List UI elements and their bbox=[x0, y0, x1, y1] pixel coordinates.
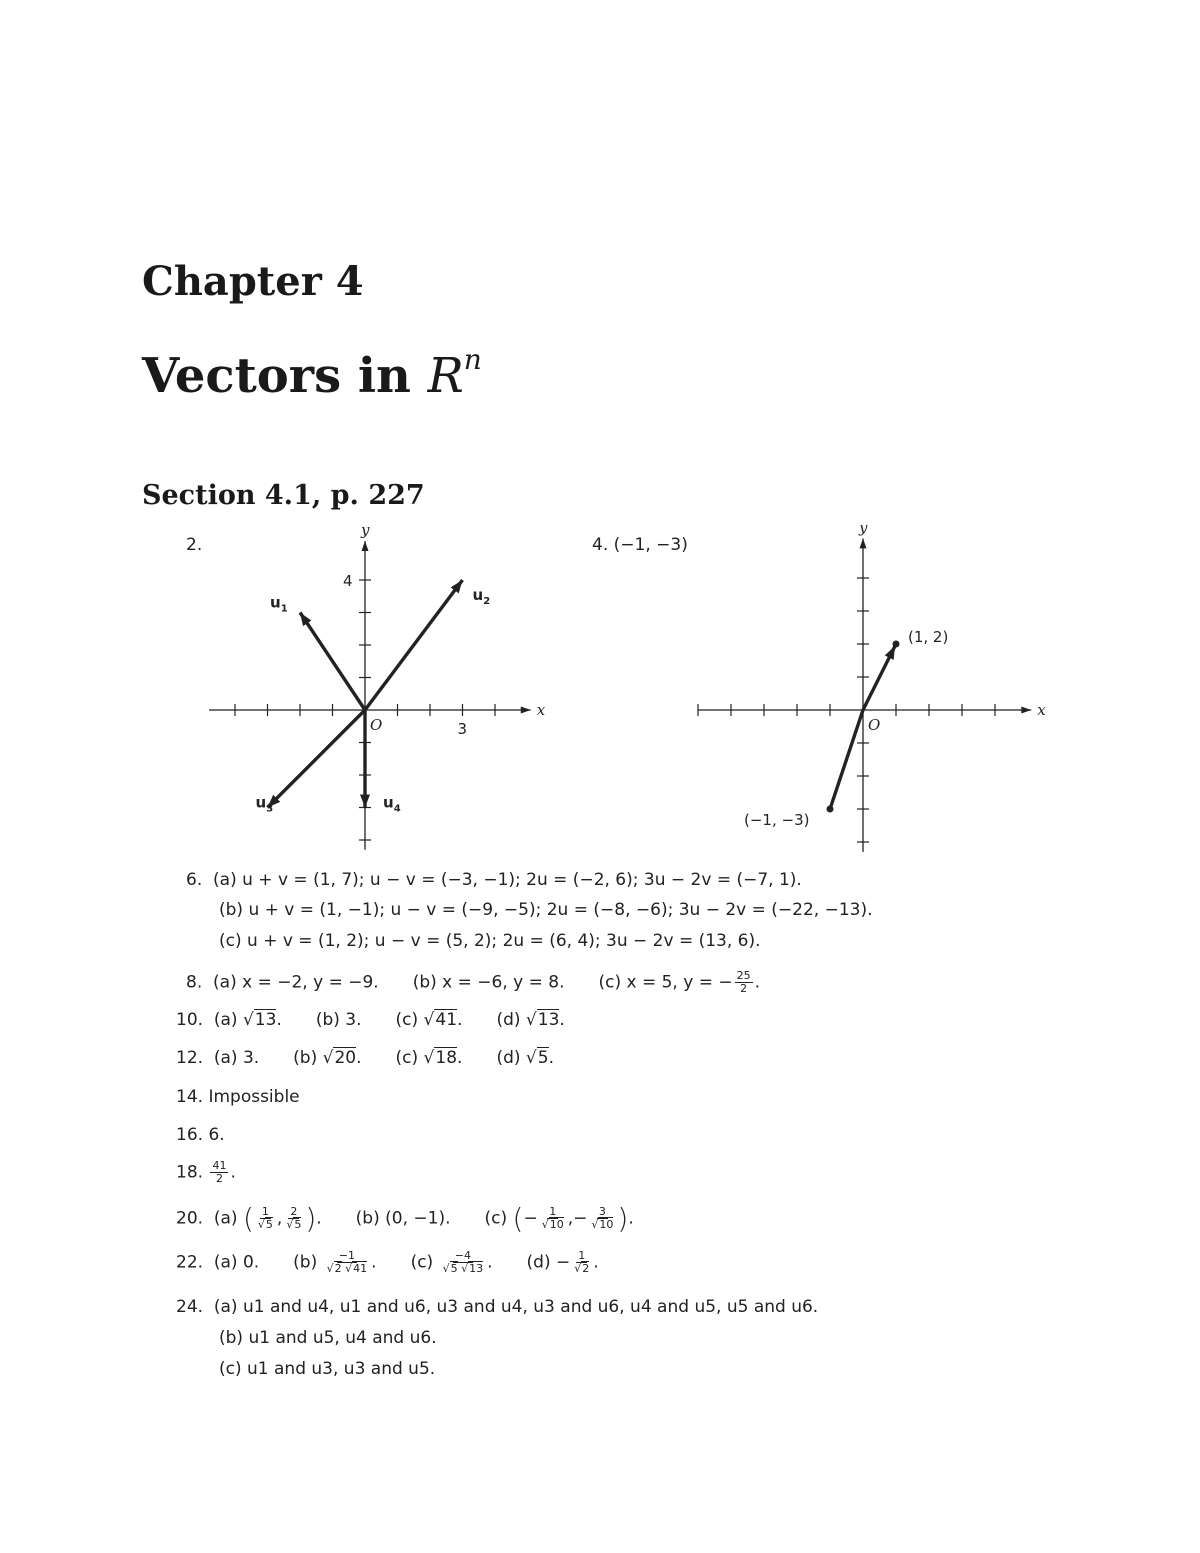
vector-to-1-2-head bbox=[885, 646, 895, 660]
answer-6b: (b) u + v = (1, −1); u − v = (−9, −5); 2u = (−8, −6); 3u − 2v = (−22, −13). bbox=[219, 900, 873, 920]
title-sup: n bbox=[463, 343, 482, 376]
answer-12b-radicand: 20 bbox=[334, 1048, 357, 1068]
figure-2-graph bbox=[209, 525, 546, 850]
fraction-18-den: 2 bbox=[215, 1172, 223, 1185]
fig4-x-arrow bbox=[1021, 707, 1031, 714]
fraction-22b-den2: 41 bbox=[353, 1262, 368, 1275]
problem-14 bbox=[176, 1087, 300, 1107]
problem-12: 12. (a) 3. (b) √20. (c) √18. (d) √5. bbox=[176, 1048, 554, 1068]
fig2-y-label: y bbox=[361, 525, 370, 539]
answer-24a: (a) u1 and u4, u1 and u6, u3 and u4, u3 and u6, u4 and u5, u5 and u6. bbox=[213, 1297, 819, 1317]
answer-10d-label: (d) bbox=[496, 1010, 521, 1030]
fraction-8c-den: 2 bbox=[740, 982, 748, 995]
fraction-20a-2: $\frac{2}{√5}$ bbox=[286, 1205, 302, 1231]
problem-number-16: 16. bbox=[176, 1125, 204, 1145]
fig4-x-label: x bbox=[1037, 701, 1046, 719]
figure-4-graph bbox=[698, 525, 1046, 852]
problem-number-22: 22. bbox=[176, 1252, 204, 1273]
point-m1-m3 bbox=[827, 806, 834, 813]
answer-10c-radicand: 41 bbox=[435, 1010, 458, 1030]
fraction-20c-1-den: 10 bbox=[549, 1218, 564, 1231]
problem-number-10: 10. bbox=[176, 1010, 204, 1030]
answer-8c: (c) x = 5, y = − bbox=[598, 972, 733, 993]
problem-18: 18. $\frac{41}{2}$ . bbox=[176, 1159, 236, 1185]
answer-8b: (b) x = −6, y = 8. bbox=[412, 972, 565, 993]
problem-6 bbox=[186, 870, 802, 890]
problem-24 bbox=[176, 1297, 818, 1317]
fraction-20a-2-num: 2 bbox=[290, 1205, 298, 1218]
answer-24b: (b) u1 and u5, u4 and u6. bbox=[219, 1328, 437, 1348]
answer-10a-radicand: 13 bbox=[254, 1010, 277, 1030]
answer-12c-radicand: 18 bbox=[435, 1048, 458, 1068]
answer-14: Impossible bbox=[208, 1087, 300, 1107]
vector-label-u1: $u_1$ bbox=[270, 593, 288, 615]
answer-22a: (a) 0. bbox=[213, 1252, 260, 1273]
fig4-y-arrow bbox=[860, 538, 867, 548]
vector-label-sub-u3: 3 bbox=[266, 803, 274, 815]
answer-12d-radicand: 5 bbox=[537, 1048, 549, 1068]
problem-number-4 bbox=[592, 535, 688, 555]
problem-8: 8. (a) x = −2, y = −9. (b) x = −6, y = 8. (c) x = 5, y = − $\frac{25}{2}$ . bbox=[186, 969, 760, 995]
fig2-x-label: x bbox=[536, 701, 546, 719]
fraction-8c-num: 25 bbox=[736, 969, 751, 982]
fraction-20a-1: $\frac{1}{√5}$ bbox=[257, 1205, 273, 1231]
vector-label-sub-u2: 2 bbox=[483, 596, 491, 607]
fraction-22d-num: 1 bbox=[578, 1249, 586, 1262]
fraction-20c-1-num: 1 bbox=[549, 1205, 557, 1218]
problem-4-answer: (−1, −3) bbox=[613, 535, 688, 555]
problem-number-14: 14. bbox=[176, 1087, 204, 1107]
problem-number-20: 20. bbox=[176, 1208, 204, 1229]
fraction-20a-1-num: 1 bbox=[261, 1205, 269, 1218]
fig2-y-arrow bbox=[362, 541, 369, 551]
answer-10b: (b) 3. bbox=[315, 1010, 362, 1030]
fraction-20a-2-den: 5 bbox=[294, 1218, 302, 1231]
figure-2-vectors bbox=[200, 525, 560, 855]
chapter-title bbox=[142, 343, 482, 404]
answer-20b: (b) (0, −1). bbox=[355, 1208, 451, 1229]
vector-u4-head bbox=[360, 795, 370, 808]
point-1-2 bbox=[893, 641, 900, 648]
answer-22b-label: (b) bbox=[293, 1252, 318, 1273]
vector-label-u3: $u_3$ bbox=[255, 793, 274, 815]
fraction-20c-2: $\frac{3}{√10}$ bbox=[591, 1205, 614, 1231]
problem-number-6: 6. bbox=[186, 870, 203, 890]
fraction-22c-den1: 5 bbox=[450, 1262, 458, 1275]
fraction-22b-num: −1 bbox=[338, 1249, 356, 1262]
answer-12a: (a) 3. bbox=[213, 1048, 260, 1068]
vector-u2-shaft bbox=[365, 580, 463, 710]
answer-16: 6. bbox=[208, 1125, 225, 1145]
fig4-origin-label: O bbox=[868, 716, 881, 734]
vector-u1-shaft bbox=[300, 613, 365, 711]
problem-number-8: 8. bbox=[186, 972, 203, 993]
answer-8a: (a) x = −2, y = −9. bbox=[213, 972, 379, 993]
fig2-origin-label: O bbox=[370, 716, 383, 734]
fraction-18-num: 41 bbox=[212, 1159, 227, 1172]
vector-label-sub-u4: 4 bbox=[393, 803, 401, 815]
answer-12c-label: (c) bbox=[395, 1048, 419, 1068]
fraction-22d-den: 2 bbox=[582, 1262, 590, 1275]
fraction-8c bbox=[735, 970, 753, 995]
answer-12b-label: (b) bbox=[293, 1048, 318, 1068]
fraction-22c-den2: 13 bbox=[469, 1262, 484, 1275]
answer-22c-label: (c) bbox=[410, 1252, 434, 1273]
problem-20: 20. (a) ( $\frac{1}{√5}$ , $\frac{2}{√5}$ ). (b) (0, −1). (c) (− $\frac{1}{√10}$ ,− $\frac{3}{√10}$ ). bbox=[176, 1202, 634, 1235]
fraction-20c-2-den: 10 bbox=[599, 1218, 614, 1231]
fig2-tick-label-x: 3 bbox=[457, 720, 468, 738]
title-prefix: Vectors in bbox=[142, 348, 428, 404]
answer-22d-label: (d) − bbox=[526, 1252, 571, 1273]
figure-4-vector bbox=[690, 525, 1050, 855]
fig2-x-arrow bbox=[521, 707, 531, 714]
vector-label-u4: $u_4$ bbox=[383, 793, 401, 815]
problem-number-24: 24. bbox=[176, 1297, 204, 1317]
fig2-tick-label-y: 4 bbox=[343, 572, 353, 590]
title-var: R bbox=[427, 348, 464, 404]
problem-22: 22. (a) 0. (b) $\frac{-1}{√2 √41}$ . (c) $\frac{-4}{√5 √13}$ . (d) − $\frac{1}{√2}$ . bbox=[176, 1249, 599, 1275]
answer-6c: (c) u + v = (1, 2); u − v = (5, 2); 2u = (6, 4); 3u − 2v = (13, 6). bbox=[219, 931, 761, 951]
fraction-22c-num: −4 bbox=[454, 1249, 471, 1262]
answer-20a-label: (a) bbox=[213, 1208, 238, 1229]
answer-10a-label: (a) bbox=[213, 1010, 238, 1030]
vector-u3-shaft bbox=[268, 710, 366, 808]
fig4-y-label: y bbox=[859, 525, 868, 537]
fraction-20c-2-num: 3 bbox=[598, 1205, 606, 1218]
point-label-m1-m3: (−1, −3) bbox=[744, 811, 810, 829]
problem-number-12: 12. bbox=[176, 1048, 204, 1068]
vector-label-sub-u1: 1 bbox=[280, 603, 288, 615]
fraction-20a-1-den: 5 bbox=[265, 1218, 273, 1231]
chapter-heading: Chapter 4 bbox=[142, 258, 364, 305]
answer-6a: (a) u + v = (1, 7); u − v = (−3, −1); 2u = (−2, 6); 3u − 2v = (−7, 1). bbox=[213, 870, 802, 890]
fraction-20c-1: $\frac{1}{√10}$ bbox=[541, 1205, 564, 1231]
problem-number-2: 2. bbox=[186, 535, 203, 555]
vector-label-u2: $u_2$ bbox=[472, 586, 491, 607]
fraction-22d: $\frac{1}{√2}$ bbox=[574, 1249, 590, 1275]
problem-number-18: 18. bbox=[176, 1162, 204, 1183]
point-label-1-2: (1, 2) bbox=[908, 628, 949, 646]
fraction-18 bbox=[210, 1160, 228, 1185]
vector-to-m1-m3 bbox=[830, 710, 863, 809]
fraction-22c: $\frac{-4}{√5 √13}$ bbox=[442, 1249, 484, 1275]
section-heading: Section 4.1, p. 227 bbox=[142, 480, 425, 511]
answer-10d-radicand: 13 bbox=[537, 1010, 560, 1030]
answer-10c-label: (c) bbox=[395, 1010, 419, 1030]
answer-20c-label: (c) bbox=[484, 1208, 508, 1229]
fraction-22b: $\frac{-1}{√2 √41}$ bbox=[326, 1249, 368, 1275]
answer-12d-label: (d) bbox=[496, 1048, 521, 1068]
problem-10: 10. (a) √13. (b) 3. (c) √41. (d) √13. bbox=[176, 1010, 565, 1030]
fraction-22b-den1: 2 bbox=[334, 1262, 342, 1275]
problem-16 bbox=[176, 1125, 225, 1145]
answer-24c: (c) u1 and u3, u3 and u5. bbox=[219, 1359, 436, 1379]
problem-4-number: 4. bbox=[592, 535, 609, 555]
